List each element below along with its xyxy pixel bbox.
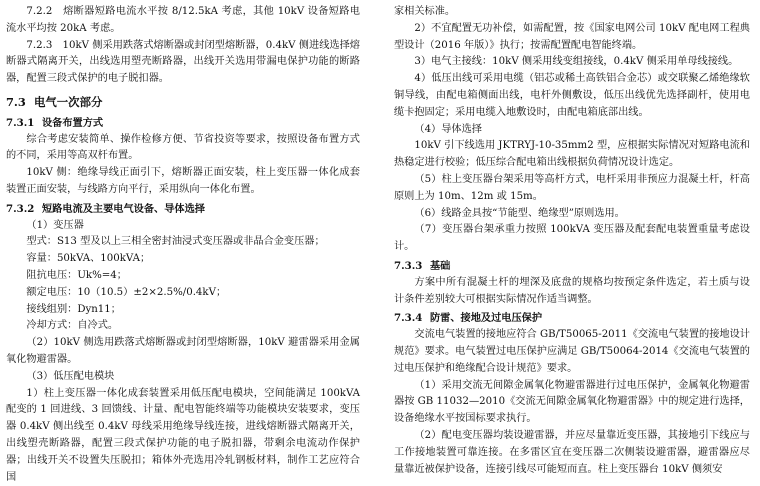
heading-number: 7.3.3 (394, 259, 423, 272)
heading-number: 7.3 (6, 94, 26, 109)
subsection-heading (394, 258, 750, 275)
heading-number: 7.3.2 (6, 202, 35, 215)
subsection-heading (394, 310, 750, 327)
paragraph: 交流电气装置的接地应符合 GB/T50065-2011《交流电气装置的接地设计规范》要求。电气装置过电压保护应满足 GB/T50064-2014《交流电气装置的过电压保护和绝缘配合设计规范》要求。 (394, 329, 750, 374)
paragraph: （1）采用交流无间隙金属氧化物避雷器进行过电压保护，金属氧化物避雷器按 GB 11032—2010《交流无间隙金属氧化物避雷器》中的规定进行选择，设备绝缘水平按国标要求执行。 (394, 379, 750, 425)
paragraph: （2）10kV 侧选用跌落式熔断器或封闭型熔断器，10kV 避雷器采用金属氧化物避雷器。 (6, 337, 360, 365)
paragraph: 型式：S13 型及以上三相全密封油浸式变压器或非晶合金变压器； (26, 236, 325, 248)
paragraph: （2）配电变压器均装设避雷器，并应尽量靠近变压器，其接地引下线应与工作接地装置可靠连接。在多雷区宜在变压器二次侧装设避雷器，避雷器应尽量靠近被保护设备，连接引线尽可能短而直。柱上变压器台 10kV 侧须安 (394, 429, 750, 475)
paragraph: （5）柱上变压器台架采用等高杆方式，电杆采用非预应力混凝土杆，杆高原则上为 10m、12m 或 15m。 (394, 173, 750, 202)
paragraph: 2）不宜配置无功补偿，如需配置，按《国家电网公司 10kV 配电网工程典型设计（2016 年版）》执行；按需配置配电智能终端。 (394, 22, 750, 51)
paragraph: 接线组别：Dyn11； (26, 303, 121, 315)
subsection-heading (6, 201, 360, 218)
paragraph: 10kV 引下线选用 JKTRYJ-10-35mm2 型，应根据实际情况对短路电流和热稳定进行校验；低压综合配电箱出线根据负荷情况设计选定。 (394, 140, 750, 169)
paragraph: 方案中所有混凝土杆的埋深及底盘的规格均按预定条件选定，若土质与设计条件差别较大可根据实际情况作适当调整。 (394, 276, 750, 305)
heading-text: 设备布置方式 (42, 116, 104, 129)
paragraph: （4）导体选择 (414, 123, 482, 135)
paragraph: 家相关标准。 (394, 6, 456, 17)
right-column (394, 4, 750, 478)
paragraph: 综合考虑安装简单、操作检修方便、节省投资等要求，按照设备布置方式的不同，采用等高双杆布置。 (6, 133, 360, 162)
paragraph: 10kV 侧：绝缘导线正面引下，熔断器正面安装，柱上变压器一体化成套装置正面安装，与线路方向平行，采用纵向一体化布置。 (6, 167, 360, 195)
paragraph: 1）柱上变压器一体化成套装置采用低压配电模块，空间能满足 100kVA 配变的 1 回进线、3 回馈线、计量、配电智能终端等功能模块安装要求，变压器 0.4kV 侧出线至 0.4kV 母线采用绝缘导线连接，进线熔断器式隔离开关，出线塑壳断路器，配置三段式保护功能的电子脱扣器，带剩余电流动作保护器；出线开关不设置失压脱扣；箱体外壳选用冷轧钢板材料，制作工艺应符合国 (6, 387, 360, 483)
paragraph: 阻抗电压：Uk%=4； (26, 269, 127, 281)
paragraph: （6）线路金具按“节能型、绝缘型”原则选用。 (414, 207, 625, 219)
heading-text: 基础 (430, 259, 451, 272)
section-heading (6, 94, 360, 111)
paragraph: 7.2.3 10kV 侧采用跌落式熔断器或封闭型熔断器，0.4kV 侧进线选择熔断器式隔离开关，出线选用塑壳断路器，出线开关选用带漏电保护功能的断路器，配置三段式保护的电子脱扣器。 (6, 39, 360, 85)
heading-text: 防雷、接地及过电压保护 (430, 312, 543, 325)
paragraph: 4）低压出线可采用电缆（铝芯或稀土高铁铝合金芯）或交联聚乙烯绝缘软铜导线，由配电箱侧面出线，电杆外侧敷设，低压出线优先选择副杆，使用电缆卡抱固定；采用电缆入地敷设时，由配电箱底部出线。 (394, 73, 750, 118)
paragraph: 容量：50kVA、100kVA； (26, 253, 151, 265)
heading-text: 短路电流及主要电气设备、导体选择 (42, 202, 205, 215)
paragraph: 3）电气主接线：10kV 侧采用线变组接线，0.4kV 侧采用单母线接线。 (414, 56, 739, 68)
paragraph: 7.2.2 熔断器短路电流水平按 8/12.5kA 考虑，其他 10kV 设备短路电流水平均按 20kA 考虑。 (6, 6, 360, 34)
left-column (6, 4, 360, 486)
paragraph: （7）变压器台架承重力按照 100kVA 变压器及配套配电装置重量考虑设计。 (394, 224, 750, 253)
paragraph: （1）变压器 (26, 219, 84, 231)
heading-number: 7.3.4 (394, 312, 423, 325)
paragraph: （3）低压配电模块 (26, 370, 115, 382)
heading-number: 7.3.1 (6, 116, 35, 129)
paragraph: 额定电压：10（10.5）±2×2.5%/0.4kV； (26, 286, 227, 298)
subsection-heading (6, 115, 360, 132)
paragraph: 冷却方式：自冷式。 (26, 320, 119, 332)
heading-text: 电气一次部分 (34, 94, 103, 109)
